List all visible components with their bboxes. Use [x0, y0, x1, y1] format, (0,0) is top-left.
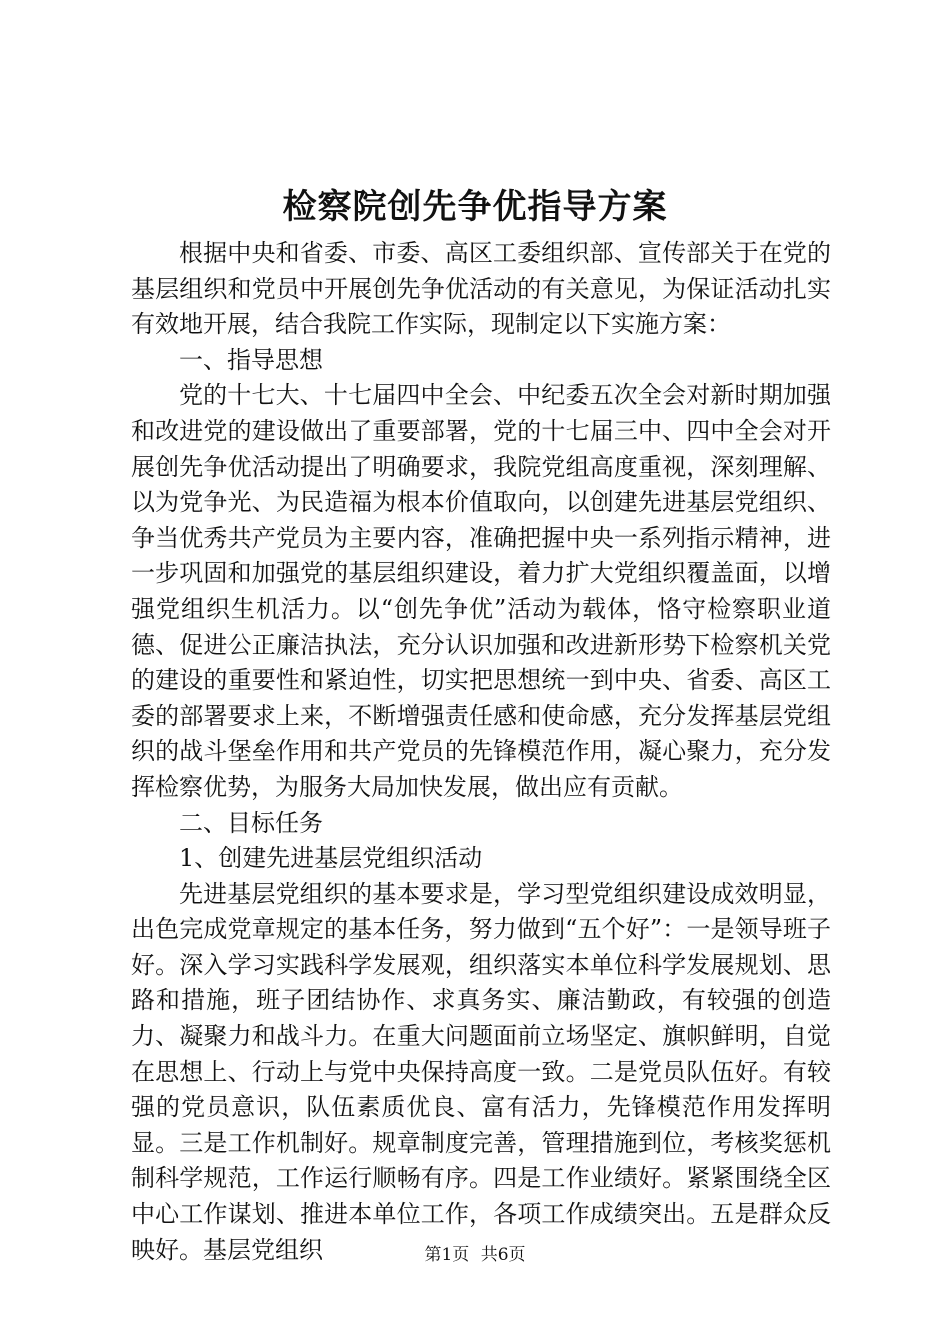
document-body [131, 236, 831, 1268]
intro-paragraph: 根据中央和省委、市委、高区工委组织部、宣传部关于在党的基层组织和党员中开展创先争优活动的有关意见，为保证活动扎实有效地开展，结合我院工作实际，现制定以下实施方案： [131, 239, 831, 339]
document-title: 检察院创先争优指导方案 [282, 187, 668, 227]
section-heading-guiding-thought: 一、指导思想 [179, 345, 323, 374]
page-footer: 第1页 共6页 [424, 1245, 526, 1265]
section-heading-goals: 二、目标任务 [179, 808, 323, 837]
advanced-org-paragraph: 先进基层党组织的基本要求是，学习型党组织建设成效明显，出色完成党章规定的基本任务，努力做到“五个好”：一是领导班子好。深入学习实践科学发展观，组织落实本单位科学发展规划、思路和措施，班子团结协作、求真务实、廉洁勤政，有较强的创造力、凝聚力和战斗力。在重大问题面前立场坚定、旗帜鲜明，自觉在思想上、行动上与党中央保持高度一致。二是党员队伍好。有较强的党员意识，队伍素质优良、富有活力，先锋模范作用发挥明显。三是工作机制好。规章制度完善，管理措施到位，考核奖惩机制科学规范，工作运行顺畅有序。四是工作业绩好。紧紧围绕全区中心工作谋划、推进本单位工作，各项工作成绩突出。五是群众反映好。基层党组织 [131, 879, 831, 1264]
guiding-thought-paragraph: 党的十七大、十七届四中全会、中纪委五次全会对新时期加强和改进党的建设做出了重要部署，党的十七届三中、四中全会对开展创先争优活动提出了明确要求，我院党组高度重视，深刻理解、以为党争光、为民造福为根本价值取向，以创建先进基层党组织、争当优秀共产党员为主要内容，准确把握中央一系列指示精神，进一步巩固和加强党的基层组织建设，着力扩大党组织覆盖面，以增强党组织生机活力。以“创先争优”活动为载体，恪守检察职业道德、促进公正廉洁执法，充分认识加强和改进新形势下检察机关党的建设的重要性和紧迫性，切实把思想统一到中央、省委、高区工委的部署要求上来，不断增强责任感和使命感，充分发挥基层党组织的战斗堡垒作用和共产党员的先锋模范作用，凝心聚力，充分发挥检察优势，为服务大局加快发展，做出应有贡献。 [131, 381, 831, 801]
subsection-heading-advanced-org: 1、创建先进基层党组织活动 [179, 844, 483, 873]
